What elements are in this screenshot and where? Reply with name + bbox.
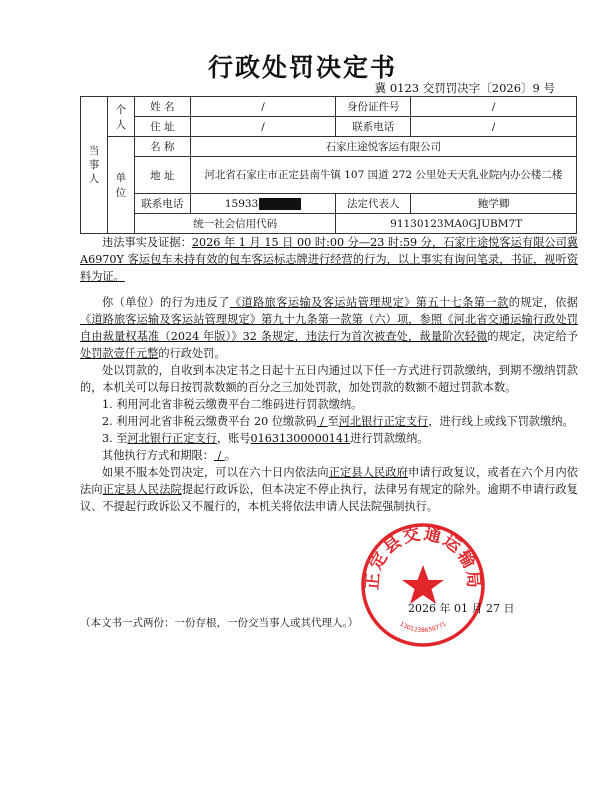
appeal-text-b: 申请行政复议，或者在六个月内依法向 [80, 466, 578, 496]
individual-address: / [190, 117, 336, 137]
item3-text-a: 3. 至 [102, 432, 128, 445]
individual-phone-label: 联系电话 [336, 117, 411, 137]
unit-phone-cell [190, 194, 336, 214]
violation-text-d: 的行政处罚。 [158, 347, 226, 360]
redaction-block [259, 198, 301, 210]
seal-code: 1301238658771 [398, 620, 448, 635]
party-label: 当事人 [81, 97, 108, 234]
star-icon [402, 565, 444, 604]
page-title: 行政处罚决定书 [207, 53, 397, 82]
payment-paragraph: 处以罚款的，自收到本决定书之日起十五日内通过以下任一方式进行罚款缴纳，到期不缴纳罚款的，本机关可以每日按罚款数额的百分之三加处罚款，加处罚款的数额不超过罚款本数。 [80, 364, 578, 394]
item2-text-a: 2. 利用河北省非税云缴费平台 20 位缴款码 [102, 415, 317, 428]
unit-address: 河北省石家庄市正定县南牛镇 107 国道 272 公里处天天乳业院内办公楼二楼 [190, 157, 576, 194]
issue-date: 2026 年 01 月 27 日 [408, 602, 515, 615]
violation-text-b: 的规定，依据 [508, 296, 578, 309]
individual-address-label: 住 址 [134, 117, 190, 137]
individual-label: 个人 [107, 97, 134, 137]
violation-paragraph [80, 294, 578, 362]
violation-text-c: 的规定，决定给予 [487, 330, 578, 343]
individual-name-label: 姓 名 [134, 97, 190, 117]
official-seal [358, 520, 488, 650]
appeal-government: 正定县人民政府 [328, 466, 409, 479]
penalty: 处罚款壹仟元整 [80, 347, 159, 360]
other-end: 。 [224, 449, 236, 462]
unit-rep: 鲍学卿 [411, 194, 577, 214]
payment-code: / [316, 415, 328, 428]
decision-body [80, 234, 578, 515]
individual-id-label: 身份证件号 [336, 97, 411, 117]
unit-phone-label: 联系电话 [134, 194, 190, 214]
document-number: 冀 0123 交罚罚决字〔2026〕9 号 [374, 81, 555, 95]
facts-label: 违法事实及证据： [102, 236, 192, 249]
item3-text-c: 进行罚款缴纳。 [350, 432, 429, 445]
other-method [80, 447, 578, 464]
facts-paragraph [80, 234, 578, 285]
unit-credit-label: 统一社会信用代码 [134, 214, 335, 234]
individual-name: / [190, 97, 336, 117]
seal-text: 正定县交通运输局 [362, 524, 484, 591]
item2-text-c: ，进行线上或线下罚款缴纳。 [428, 415, 574, 428]
item2-text-b: 至 [327, 415, 339, 428]
unit-name: 石家庄途悦客运有限公司 [190, 137, 576, 157]
unit-name-label: 名 称 [134, 137, 190, 157]
individual-phone: / [411, 117, 577, 137]
payment-item-2 [80, 413, 578, 430]
payment-item-3 [80, 430, 578, 447]
individual-id: / [411, 97, 577, 117]
payment-item-1: 1. 利用河北省非税云缴费平台二维码进行罚款缴纳。 [102, 398, 363, 411]
item2-bank: 河北银行正定支行 [338, 415, 429, 428]
unit-credit-code: 91130123MA0GJUBM7T [336, 214, 577, 234]
footer-note: （本文书一式两份：一份存根，一份交当事人或其代理人。） [80, 617, 359, 629]
appeal-text-c: 提起行政诉讼，但本决定不停止执行，法律另有规定的除外。逾期不申请行政复议、不提起行政诉讼又不履行的，本机关将依法申请人民法院强制执行。 [80, 483, 578, 513]
unit-label: 单位 [107, 137, 134, 234]
violation-text-a: 你（单位）的行为违反了 [102, 296, 230, 309]
unit-phone: 15933 [224, 197, 259, 210]
party-info-table [80, 96, 577, 234]
unit-address-label: 地 址 [134, 157, 190, 194]
basis-law: 《道路旅客运输及客运站管理规定》第九十九条第一款第（六）项，参照《河北省交通运输行政处罚自由裁量权基准（2024 年版）》32 条规定，违法行为首次被查处，裁量阶次轻微 [80, 313, 578, 343]
facts-text: 2026 年 1 月 15 日 00 时:00 分—23 时:59 分，石家庄途悦客运有限公司冀 A6970Y 客运包车未持有效的包车客运标志牌进行经营的行为，以上事实有询问笔录，书证，视听资料为证。 [80, 236, 578, 283]
unit-rep-label: 法定代表人 [336, 194, 411, 214]
item3-bank: 河北银行正定支行 [127, 432, 217, 445]
appeal-paragraph [80, 464, 578, 515]
other-label: 其他执行方式和期限： [102, 449, 214, 462]
item3-text-b: ，账号 [216, 432, 251, 445]
appeal-text-a: 如果不服本处罚决定，可以在六十日内依法向 [102, 466, 329, 479]
other-value: / [213, 449, 225, 462]
account-number: 01631300000141 [250, 432, 351, 445]
violated-law: 《道路旅客运输及客运站管理规定》第五十七条第一款 [229, 296, 509, 309]
appeal-court: 正定县人民法院 [102, 483, 182, 496]
